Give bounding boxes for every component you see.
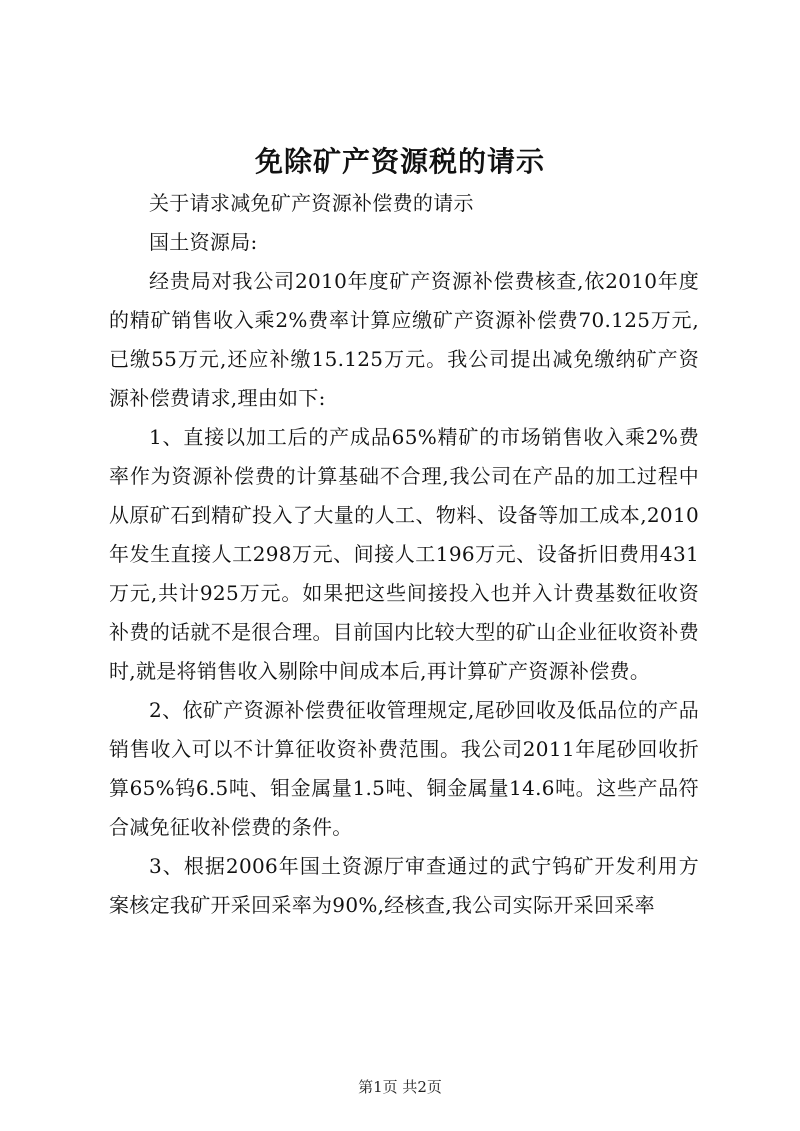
paragraph-reason-3: 3、根据2006年国土资源厅审查通过的武宁钨矿开发利用方案核定我矿开采回采率为90%,经核查,我公司实际开采回采率 bbox=[109, 854, 699, 917]
document-body bbox=[109, 184, 699, 925]
document-title: 免除矿产资源税的请示 bbox=[254, 145, 545, 178]
paragraph-reason-2: 2、依矿产资源补偿费征收管理规定,尾砂回收及低品位的产品销售收入可以不计算征收资补费范围。我公司2011年尾砂回收折算65%钨6.5吨、钼金属量1.5吨、铜金属量14.6吨。这些产品符合减免征收补偿费的条件。 bbox=[109, 698, 699, 839]
paragraph-subject: 关于请求减免矿产资源补偿费的请示 bbox=[149, 191, 474, 215]
paragraph-addressee: 国土资源局: bbox=[149, 230, 258, 254]
paragraph-intro: 经贵局对我公司2010年度矿产资源补偿费核查,依2010年度的精矿销售收入乘2%费率计算应缴矿产资源补偿费70.125万元,已缴55万元,还应补缴15.125万元。我公司提出减免缴纳矿产资源补偿费请求,理由如下: bbox=[109, 269, 699, 410]
paragraph-reason-1: 1、直接以加工后的产成品65%精矿的市场销售收入乘2%费率作为资源补偿费的计算基础不合理,我公司在产品的加工过程中从原矿石到精矿投入了大量的人工、物料、设备等加工成本,2010年发生直接人工298万元、间接人工196万元、设备折旧费用431万元,共计925万元。如果把这些间接投入也并入计费基数征收资补费的话就不是很合理。目前国内比较大型的矿山企业征收资补费时,就是将销售收入剔除中间成本后,再计算矿产资源补偿费。 bbox=[109, 425, 699, 683]
page-number-footer: 第1页 共2页 bbox=[358, 1078, 442, 1096]
